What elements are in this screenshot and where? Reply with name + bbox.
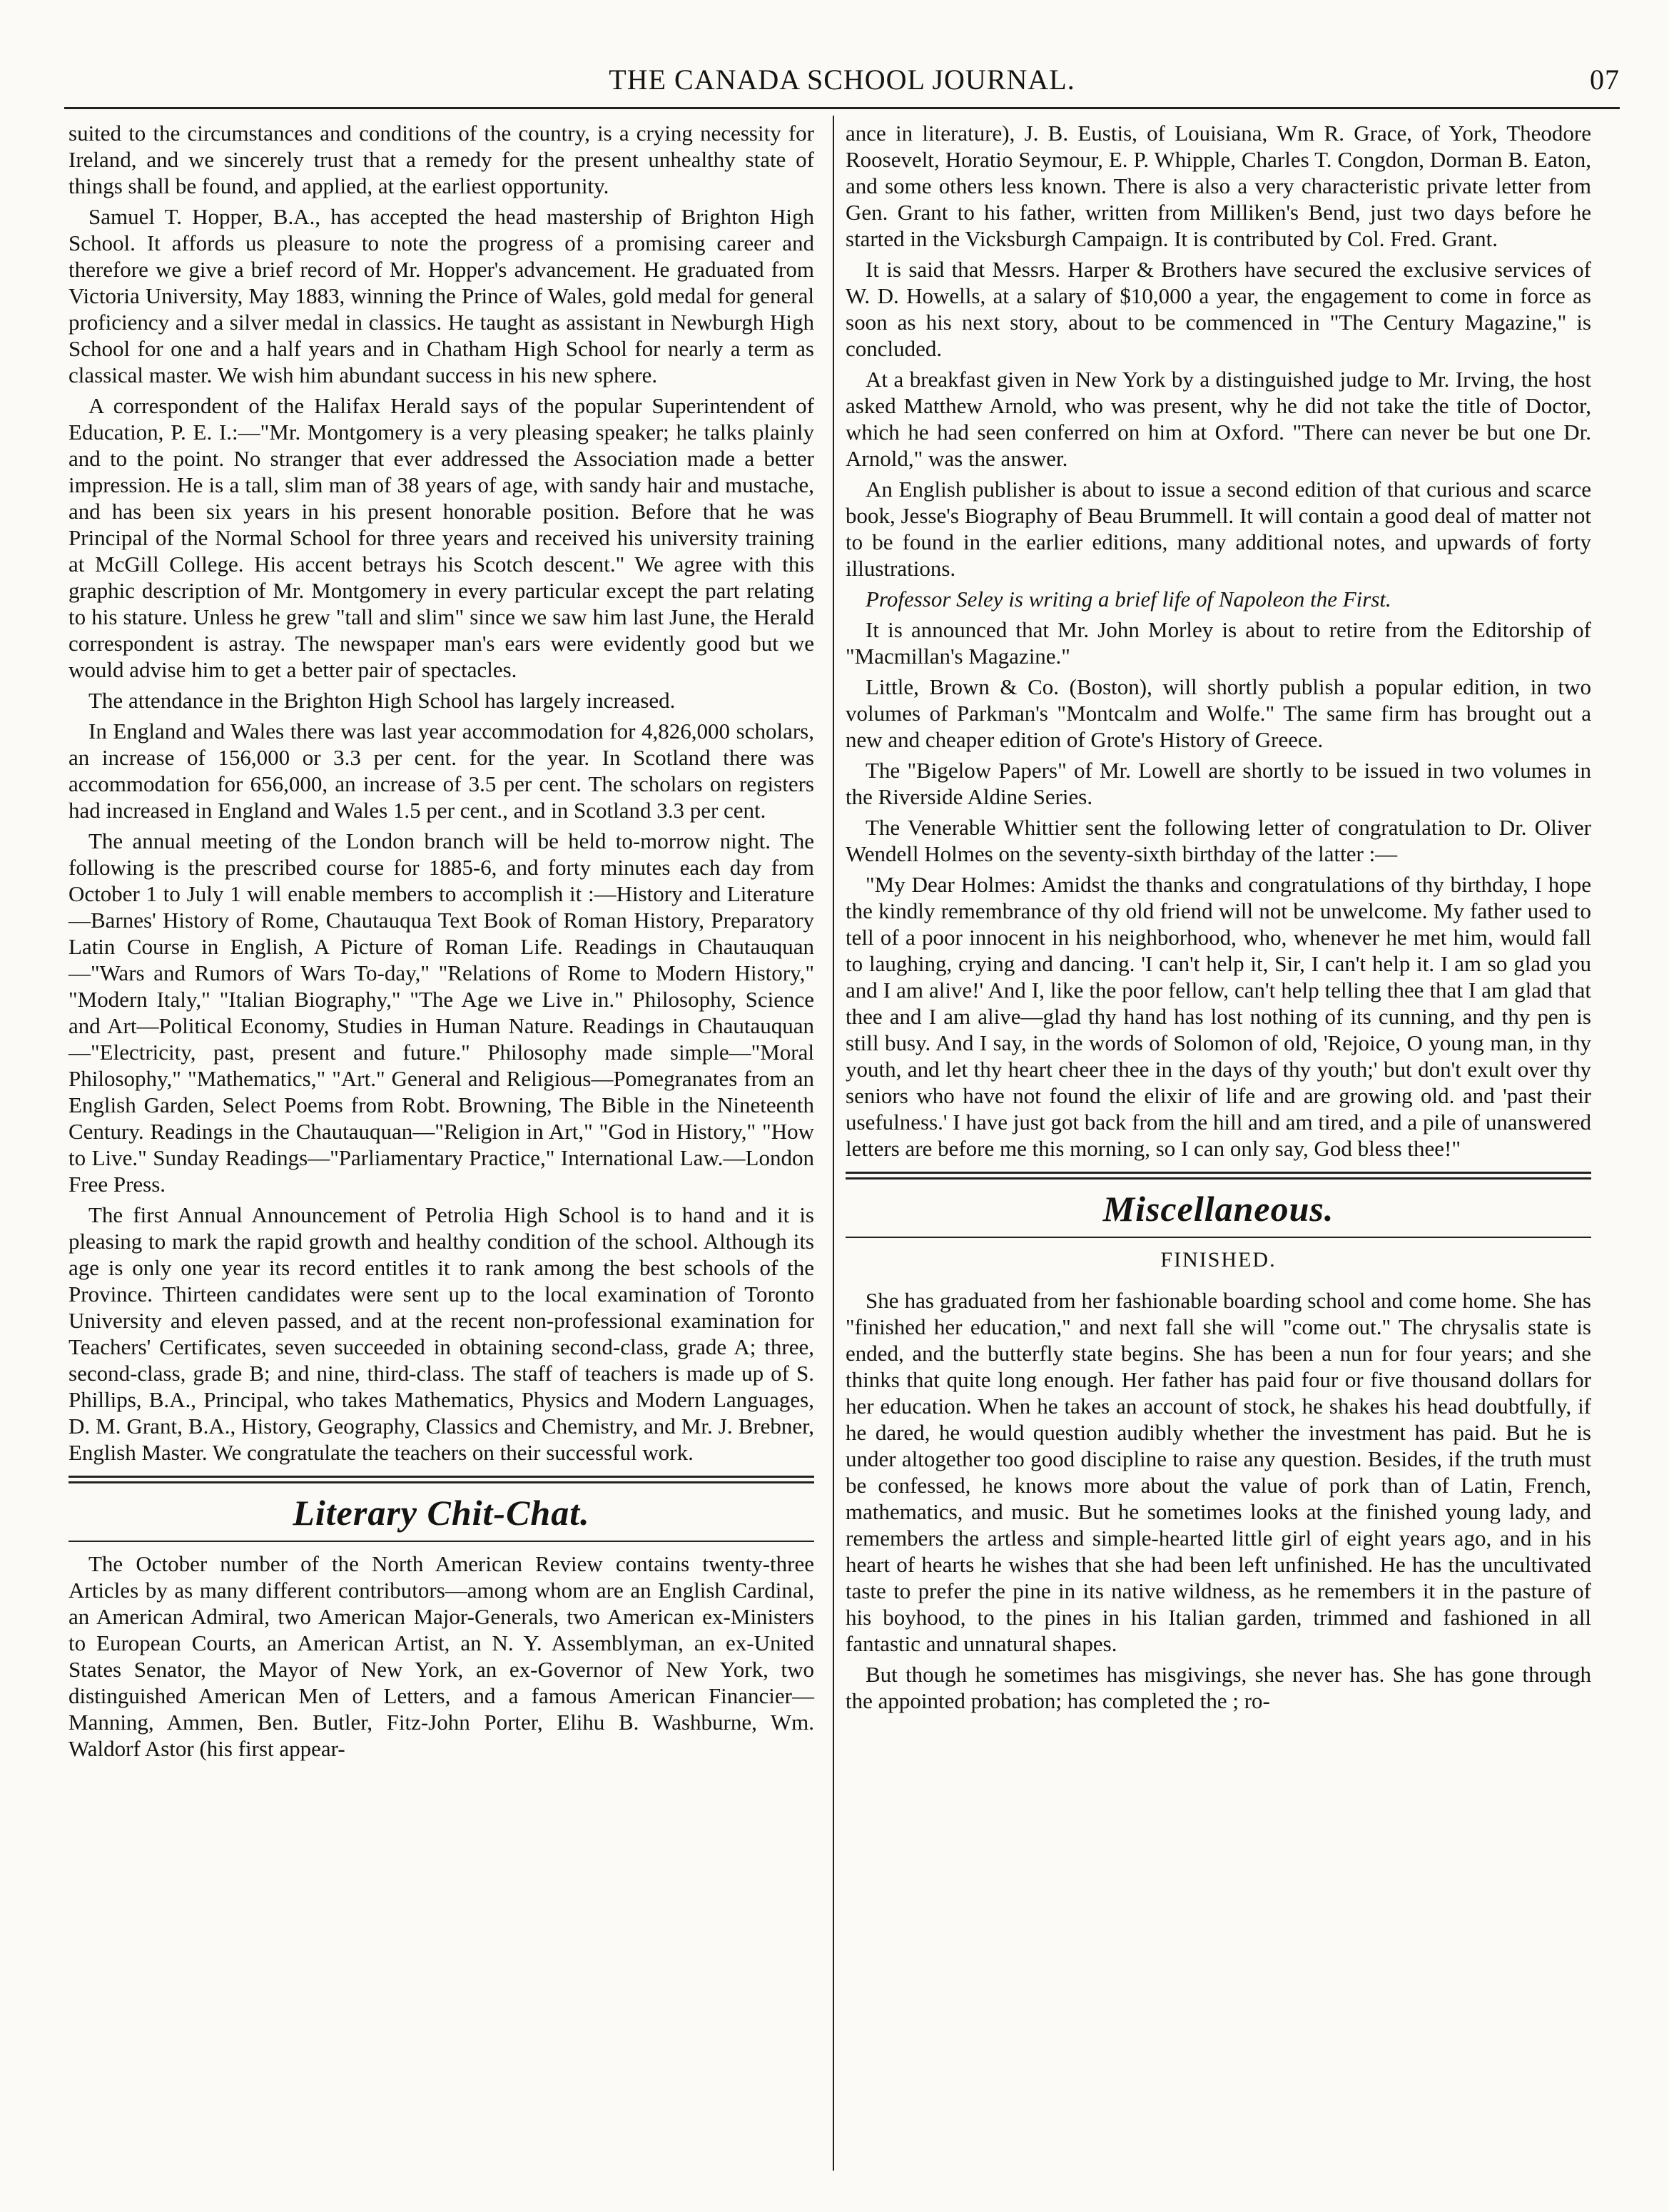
paragraph: Samuel T. Hopper, B.A., has accepted the head mastership of Brighton High School. It affords us pleasure to note the progress of a promising career and therefore we give a brief record of Mr. Hopper's advancement. He graduated from Victoria University, May 1883, winning the Prince of Wales, gold medal for general proficiency and a silver medal in classics. He taught as assistant in Newburgh High School for one and a half years and in Chatham High School for nearly a term as classical master. We wish him abundant success in his new sphere. — [69, 204, 814, 387]
paragraph: She has graduated from her fashionable boarding school and come home. She has "finished her education," and next fall she will "come out." The chrysalis state is ended, and the butterfly state begins. She has been a nun for four years; and she thinks that quite long enough. Her father has paid four or five thousand dollars for her education. When he takes an account of stock, he shakes his head doubtfully, if he dared, he would question audibly whether the investment has paid. But he is under altogether too good discipline to raise any question. Besides, if the truth must be confessed, he knows more about the value of pork than of Latin, French, mathematics, and music. But he sometimes looks at the finished young lady, and remembers the artless and simple-hearted little girl of eight years ago, and in his heart of hearts he wishes that she had been left unfinished. He has the uncultivated taste to prefer the pine in its native wildness, as he remembers it in the pasture of his boyhood, to the pines in his Italian garden, trimmed and fashioned in all fantastic and unnatural shapes. — [846, 1288, 1591, 1656]
right-column — [846, 120, 1591, 1718]
paragraph: A correspondent of the Halifax Herald says of the popular Superintendent of Education, P. E. I.:—"Mr. Montgomery is a very pleasing speaker; he talks plainly and to the point. No stranger that ever addressed the Association made a better impression. He is a tall, slim man of 38 years of age, with sandy hair and mustache, and has been six years in his present honorable position. Before that he was Principal of the Normal School for three years and received his university training at McGill College. His accent betrays his Scotch descent." We agree with this graphic description of Mr. Montgomery in every particular except the part relating to his stature. Unless he grew "tall and slim" since we saw him last June, the Herald correspondent is astray. The newspaper man's ears were evidently good but we would advise him to get a better pair of spectacles. — [69, 393, 814, 682]
paragraph: Professor Seley is writing a brief life of Napoleon the First. — [866, 587, 1391, 612]
section-rule — [69, 1476, 814, 1483]
paragraph: It is said that Messrs. Harper & Brothers have secured the exclusive services of W. D. Howells, at a salary of $10,000 a year, the engagement to come in force as soon as his next story, about to be commenced in "The Century Magazine," is concluded. — [846, 257, 1591, 361]
paragraph: The annual meeting of the London branch will be held to-morrow night. The following is the prescribed course for 1885-6, and forty minutes each day from October 1 to July 1 will enable members to accomplish it :—History and Literature—Barnes' History of Rome, Chautauqua Text Book of Roman History, Preparatory Latin Course in English, A Picture of Roman Life. Readings in Chautauquan—"Wars and Rumors of Wars To-day," "Relations of Rome to Modern History," "Modern Italy," "Italian Biography," "The Age we Live in." Philosophy, Science and Art—Political Economy, Studies in Human Nature. Readings in Chautauquan—"Electricity, past, present and future." Philosophy made simple—"Moral Philosophy," "Mathematics," "Art." General and Religious—Pomegranates from an English Garden, Select Poems from Robt. Browning, The Bible in the Nineteenth Century. Readings in the Chautauquan—"Religion in Art," "God in History," "How to Live." Sunday Readings—"Parliamentary Practice," International Law.—London Free Press. — [69, 828, 814, 1197]
paragraph: The first Annual Announcement of Petrolia High School is to hand and it is pleasing to mark the rapid growth and healthy condition of the school. Although its age is only one year its record entitles it to rank among the best schools of the Province. Thirteen candidates were sent up to the local examination of Toronto University and eleven passed, and at the recent non-professional examination for Teachers' Certificates, seven succeeded in obtaining second-class, grade A; three, second-class, grade B; and nine, third-class. The staff of teachers is made up of S. Phillips, B.A., Principal, who takes Mathematics, Physics and Modern Languages, D. M. Grant, B.A., History, Geography, Classics and Chemistry, and Mr. J. Brebner, English Master. We congratulate the teachers on their successful work. — [69, 1202, 814, 1465]
section-rule — [69, 1541, 814, 1542]
article-title: FINISHED. — [1160, 1248, 1277, 1272]
paragraph: But though he sometimes has misgivings, she never has. She has gone through the appointed probation; has completed the ; ro- — [846, 1662, 1591, 1713]
left-column — [69, 120, 814, 1766]
section-rule — [846, 1237, 1591, 1238]
paragraph: suited to the circumstances and conditions of the country, is a crying necessity for Ireland, and we sincerely trust that a remedy for the present unhealthy state of things shall be found, and applied, at the earliest opportunity. — [69, 121, 814, 198]
header-rule — [64, 107, 1620, 109]
quoted-letter: "My Dear Holmes: Amidst the thanks and congratulations of thy birthday, I hope the kindly remembrance of thy old friend will not be unwelcome. My father used to tell of a poor innocent in his neighborhood, who, whenever he met him, would fall to laughing, crying and dancing. 'I can't help it, Sir, I can't help it. I am so glad you and I am alive!' And I, like the poor fellow, can't help telling thee that I am glad that thee and I am alive—glad thy hand has lost nothing of its cunning, and thy pen is still busy. And I say, in the words of Solomon of old, 'Rejoice, O young man, in thy youth, and let thy heart cheer thee in the days of thy youth;' but don't exult over thy seniors who have not found the elixir of life and are growing old. and 'past their usefulness.' I have just got back from the hill and am tired, and a pile of unanswered letters are before me this morning, so I can only say, God bless thee!" — [846, 872, 1591, 1161]
section-heading-literary-chit-chat: Literary Chit-Chat. — [293, 1493, 590, 1533]
paragraph: It is announced that Mr. John Morley is about to retire from the Editorship of "Macmillan's Magazine." — [846, 617, 1591, 669]
paragraph: The October number of the North American Review contains twenty-three Articles by as many different contributors—among whom are an English Cardinal, an American Admiral, two American Major-Generals, two American ex-Ministers to European Courts, an American Artist, an N. Y. Assemblyman, an ex-United States Senator, the Mayor of New York, an ex-Governor of New York, two distinguished American Men of Letters, and a famous American Financier—Manning, Ammen, Ben. Butler, Fitz-John Porter, Elihu B. Washburne, Wm. Waldorf Astor (his first appear- — [69, 1551, 814, 1761]
paragraph: Little, Brown & Co. (Boston), will shortly publish a popular edition, in two volumes of Parkman's "Montcalm and Wolfe." The same firm has brought out a new and cheaper edition of Grote's History of Greece. — [846, 674, 1591, 752]
paragraph: The Venerable Whittier sent the following letter of congratulation to Dr. Oliver Wendell Holmes on the seventy-sixth birthday of the latter :— — [846, 815, 1591, 866]
page-header — [64, 63, 1620, 106]
section-heading-miscellaneous: Miscellaneous. — [1102, 1189, 1334, 1229]
paragraph: At a breakfast given in New York by a distinguished judge to Mr. Irving, the host asked Matthew Arnold, who was present, why he did not take the title of Doctor, which he had seen conferred on him at Oxford. "There can never be but one Dr. Arnold," was the answer. — [846, 367, 1591, 471]
paragraph: The attendance in the Brighton High School has largely increased. — [88, 688, 676, 713]
running-title: THE CANADA SCHOOL JOURNAL. — [609, 64, 1075, 96]
column-divider — [833, 116, 834, 2171]
section-rule — [846, 1172, 1591, 1179]
paragraph: An English publisher is about to issue a second edition of that curious and scarce book, Jesse's Biography of Beau Brummell. It will contain a good deal of matter not to be found in the earlier editions, many additional notes, and upwards of forty illustrations. — [846, 477, 1591, 581]
paragraph: ance in literature), J. B. Eustis, of Louisiana, Wm R. Grace, of York, Theodore Roosevelt, Horatio Seymour, E. P. Whipple, Charles T. Congdon, Dorman B. Eaton, and some others less known. There is also a very characteristic private letter from Gen. Grant to his father, written from Milliken's Bend, just two days before he started in the Vicksburgh Campaign. It is contributed by Col. Fred. Grant. — [846, 121, 1591, 251]
page-number: 07 — [1590, 64, 1620, 96]
paragraph: In England and Wales there was last year accommodation for 4,826,000 scholars, an increase of 156,000 or 3.3 per cent. for the year. In Scotland there was accommodation for 656,000, an increase of 3.5 per cent. The scholars on registers had increased in England and Wales 1.5 per cent., and in Scotland 3.3 per cent. — [69, 719, 814, 823]
paragraph: The "Bigelow Papers" of Mr. Lowell are shortly to be issued in two volumes in the Riverside Aldine Series. — [846, 758, 1591, 809]
